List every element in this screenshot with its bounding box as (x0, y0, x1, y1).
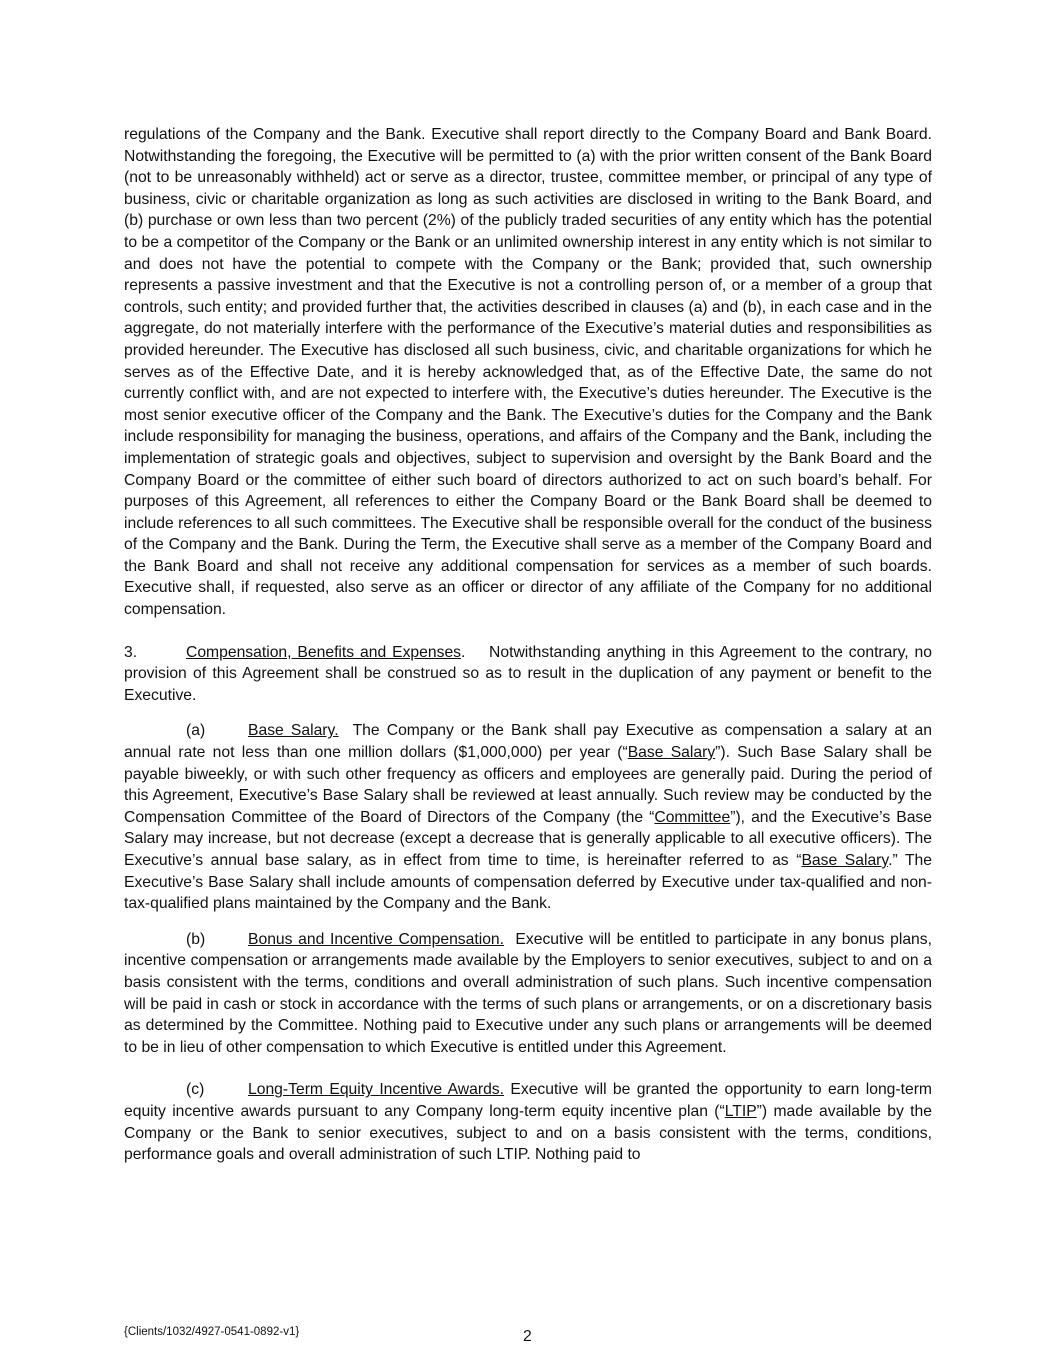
subsection-text: Executive will be granted the opportunity to earn long-term equity incentive awards pursuant to any Company long-term equity incentive plan (“ (124, 1081, 932, 1120)
document-body (124, 124, 932, 1166)
page-number: 2 (523, 1328, 532, 1345)
continuation-paragraph: regulations of the Company and the Bank. Executive shall report directly to the Company Board and Bank Board. Notwithstanding the foregoing, the Executive will be permitted to (a) with the prior written consent of the Bank Board (not to be unreasonably withheld) act or serve as a director, trustee, committee member, or principal of any type of business, civic or charitable organization as long as such activities are disclosed in writing to the Bank Board, and (b) purchase or own less than two percent (2%) of the publicly traded securities of any entity which has the potential to be a competitor of the Company or the Bank or an unlimited ownership interest in any entity which is not similar to and does not have the potential to compete with the Company or the Bank; provided that, such ownership represents a passive investment and that the Executive is not a controlling person of, or a member of a group that controls, such entity; and provided further that, the activities described in clauses (a) and (b), in each case and in the aggregate, do not materially interfere with the performance of the Executive’s material duties and responsibilities as provided hereunder. The Executive has disclosed all such business, civic, and charitable organizations for which he serves as of the Effective Date, and it is hereby acknowledged that, as of the Effective Date, the same do not currently conflict with, and are not expected to interfere with, the Executive’s duties hereunder. The Executive is the most senior executive officer of the Company and the Bank. The Executive’s duties for the Company and the Bank include responsibility for managing the business, operations, and affairs of the Company and the Bank, including the implementation of strategic goals and objectives, subject to supervision and oversight by the Bank Board and the Company Board or the committee of either such board of directors authorized to act on such board’s behalf. For purposes of this Agreement, all references to either the Company Board or the Bank Board shall be deemed to include references to all such committees. The Executive shall be responsible overall for the conduct of the business of the Company and the Bank. During the Term, the Executive shall serve as a member of the Company Board and the Bank Board and shall not receive any additional compensation for services as a member of such boards. Executive shall, if requested, also serve as an officer or director of any affiliate of the Company for no additional compensation. (124, 126, 932, 619)
defined-term: Base Salary (627, 744, 716, 762)
subsection-label: (b) (186, 930, 206, 948)
section-3-paragraph (124, 642, 932, 707)
subsection-heading: Base Salary. (248, 722, 339, 740)
subsection-text: ”) made available by the Company or the Bank to senior executives, subject to and on a basis consistent with the terms, conditions, performance goals and overall administration of such LTIP. Nothing paid to (124, 1102, 932, 1164)
defined-term: LTIP (724, 1102, 757, 1120)
section-body: Notwithstanding anything in this Agreement to the contrary, no provision of this Agreement shall be construed so as to result in the duplication of any payment or benefit to the Executive. (124, 643, 932, 704)
subsection-heading: Bonus and Incentive Compensation. (248, 930, 505, 948)
subsection-text: Executive will be entitled to participate in any bonus plans, incentive compensation or arrangements made available by the Employers to senior executives, subject to and on a basis consistent with the terms, conditions and overall administration of such plans. Such incentive compensation will be paid in cash or stock in accordance with the terms of such plans or arrangements, or on a discretionary basis as determined by the Committee. Nothing paid to Executive under any such plans or arrangements will be deemed to be in lieu of other compensation to which Executive is entitled under this Agreement. (124, 930, 932, 1056)
defined-term: Base Salary (801, 852, 889, 869)
subsection-text: ”), and the Executive’s Base Salary may increase, but not decrease (except a decrease that is generally applicable to all executive officers). The Executive’s annual base salary, as in effect from time to time, is hereinafter referred to as “ (124, 808, 932, 869)
subsection-text: The Company or the Bank shall pay Executive as compensation a salary at an annual rate not less than one million dollars ($1,000,000) per year (“ (124, 722, 932, 762)
subsection-c-paragraph (124, 1079, 932, 1165)
subsection-text: ”). Such Base Salary shall be payable biweekly, or with such other frequency as officers and employees are generally paid. During the period of this Agreement, Executive’s Base Salary shall be reviewed at least annually. Such review may be conducted by the Compensation Committee of the Board of Directors of the Company (the “ (124, 744, 932, 826)
subsection-b-paragraph (124, 929, 932, 1059)
subsection-label: (a) (186, 722, 206, 740)
subsection-text: .” The Executive’s Base Salary shall include amounts of compensation deferred by Executive under tax-qualified and non-tax-qualified plans maintained by the Company and the Bank. (124, 852, 932, 913)
subsection-a-paragraph (124, 720, 932, 914)
document-id: {Clients/1032/4927-0541-0892-v1} (124, 1326, 300, 1338)
section-heading: Compensation, Benefits and Expenses (186, 643, 462, 661)
subsection-label: (c) (186, 1081, 205, 1099)
defined-term: Committee (654, 808, 731, 826)
section-heading-punct: . (461, 643, 466, 661)
subsection-heading: Long-Term Equity Incentive Awards. (248, 1081, 505, 1099)
section-number: 3. (124, 643, 138, 661)
